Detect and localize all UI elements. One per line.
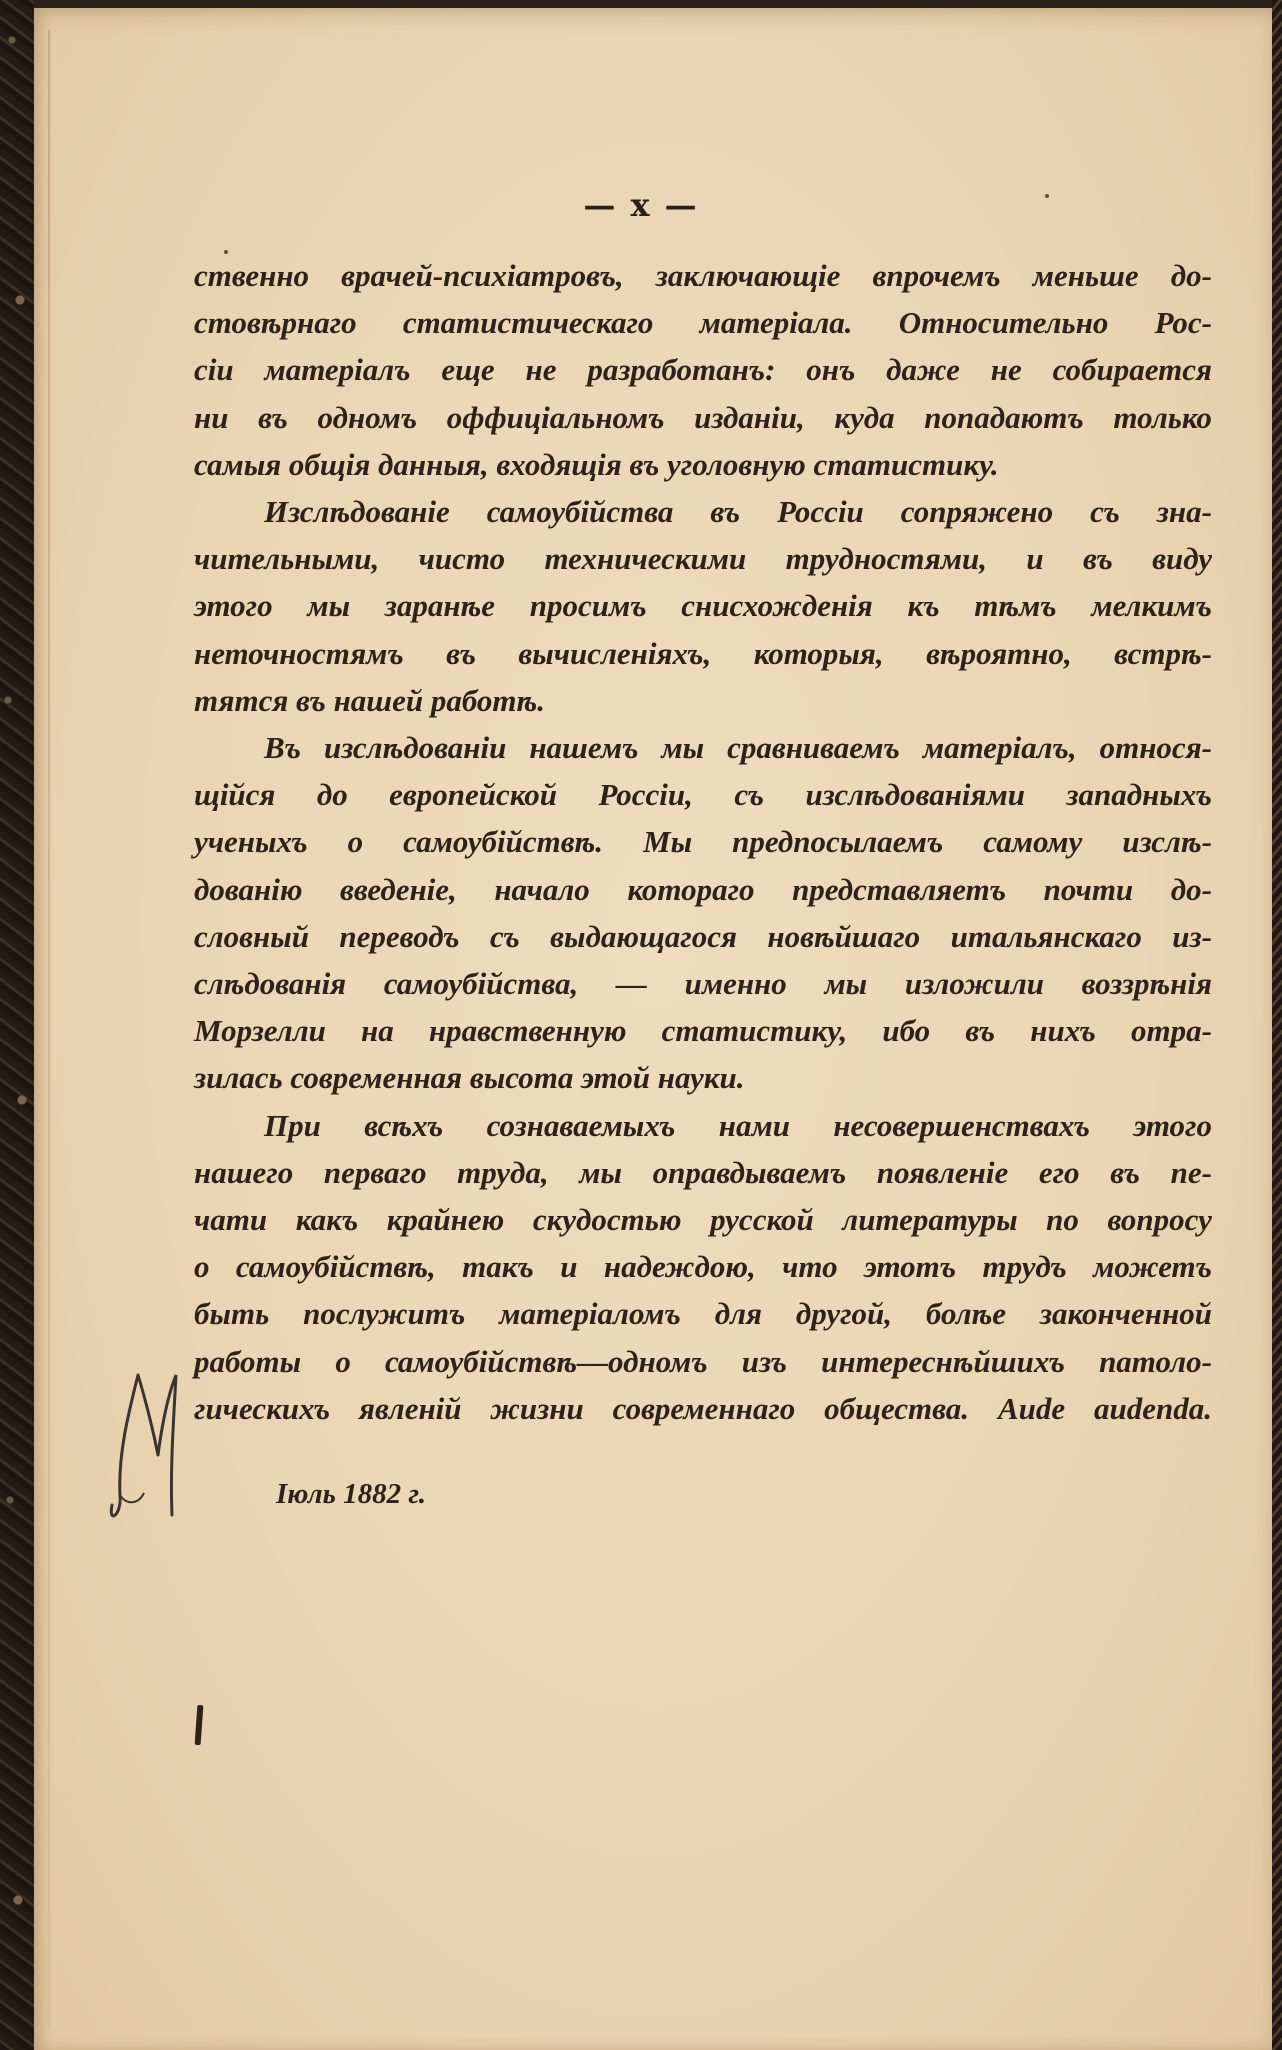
- text-line: быть послужитъ матеріаломъ для другой, болѣе законченной: [194, 1296, 1212, 1332]
- marbled-edge: [1272, 0, 1282, 2050]
- text-line: щійся до европейской Россіи, съ изслѣдованіями западныхъ: [194, 777, 1212, 813]
- text-line: чительными, чисто техническими трудностями, и въ виду: [194, 541, 1212, 577]
- text-line: работы о самоубійствѣ—одномъ изъ интереснѣйшихъ патоло-: [194, 1343, 1212, 1379]
- body-text: [194, 252, 1212, 1432]
- text-line: зилась современная высота этой науки.: [194, 1060, 745, 1096]
- text-line: сіи матеріалъ еще не разработанъ: онъ даже не собирается: [194, 352, 1212, 388]
- text-line: самыя общія данныя, входящія въ уголовную статистику.: [194, 446, 999, 482]
- text-line: чати какъ крайнею скудостью русской литературы по вопросу: [194, 1202, 1212, 1238]
- text-line: слѣдованія самоубійства, — именно мы изложили воззрѣнія: [194, 966, 1212, 1002]
- text-line: При всѣхъ сознаваемыхъ нами несовершенствахъ этого: [264, 1107, 1212, 1143]
- text-line: Морзелли на нравственную статистику, ибо въ нихъ отра-: [194, 1013, 1212, 1049]
- marbled-endpaper: [0, 0, 34, 2050]
- text-line: ни въ одномъ оффиціальномъ изданіи, куда попадаютъ только: [194, 399, 1212, 435]
- text-line: этого мы заранѣе просимъ снисхожденія къ тѣмъ мелкимъ: [194, 588, 1212, 624]
- text-line: Въ изслѣдованіи нашемъ мы сравниваемъ матеріалъ, относя-: [264, 730, 1212, 766]
- text-line: гическихъ явленій жизни современнаго общества. Aude audenda.: [194, 1390, 1212, 1426]
- handwritten-monogram-icon: [98, 1355, 198, 1535]
- date-line: Іюль 1882 г.: [276, 1478, 426, 1510]
- text-line: нашего перваго труда, мы оправдываемъ появленіе его въ пе-: [194, 1154, 1212, 1190]
- text-line: ственно врачей-психіатровъ, заключающіе впрочемъ меньше до-: [194, 258, 1212, 293]
- text-line: о самоубійствѣ, такъ и надеждою, что этотъ трудъ можетъ: [194, 1249, 1212, 1285]
- text-line: дованію введеніе, начало котораго представляетъ почти до-: [194, 871, 1212, 907]
- text-line: стовѣрнаго статистическаго матеріала. Относительно Рос-: [194, 305, 1212, 341]
- text-line: ученыхъ о самоубійствѣ. Мы предпосылаемъ самому изслѣ-: [194, 824, 1212, 860]
- page-gutter-shadow: [48, 30, 50, 2030]
- text-line: тятся въ нашей работѣ.: [194, 682, 545, 718]
- text-line: словный переводъ съ выдающагося новѣйшаго итальянскаго из-: [194, 918, 1212, 954]
- text-line: Изслѣдованіе самоубійства въ Россіи сопряжено съ зна-: [264, 494, 1212, 530]
- text-line: неточностямъ въ вычисленіяхъ, которыя, вѣроятно, встрѣ-: [194, 635, 1212, 671]
- page-number: — x —: [583, 186, 699, 224]
